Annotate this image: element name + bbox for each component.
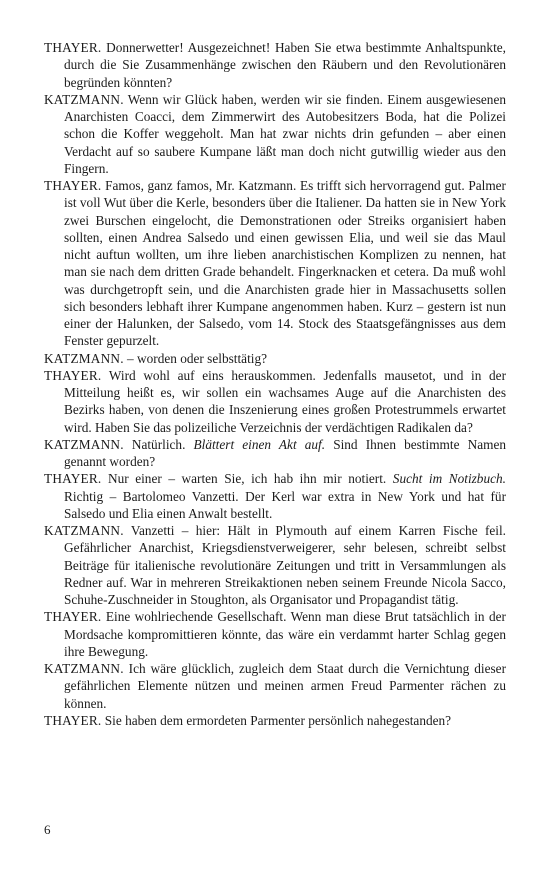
dialogue-paragraph bbox=[44, 522, 506, 608]
speech-text: Wird wohl auf eins herauskommen. Jedenfalls mausetot, und in der Mitteilung heißt es, wir sollen ein wachsames Auge auf die Anarchisten des Bezirks haben, von denen die Inszenierung eines großen Protestrummels erwartet wird. Haben Sie das polizeiliche Verzeichnis der verdächtigen Radikalen da? bbox=[64, 367, 506, 435]
stage-direction: Sucht im Notizbuch. bbox=[392, 471, 506, 487]
speaker-name: KATZMANN. bbox=[44, 523, 124, 538]
dialogue-paragraph bbox=[44, 177, 506, 350]
speech-text: Ich wäre glücklich, zugleich dem Staat durch die Vernichtung dieser gefährlichen Elemente nützen und meinen armen Freud Parmenter rächen zu können. bbox=[64, 661, 506, 711]
speech-text: Natürlich. bbox=[123, 436, 194, 452]
speaker-name: THAYER. bbox=[44, 178, 102, 193]
speech-text: Famos, ganz famos, Mr. Katzmann. Es trifft sich hervorragend gut. Palmer ist voll Wut über die Kerle, besonders über die Italiener. Da hatten sie in New York zwei Burschen eingelocht, die Demonstrationen oder Streiks organisiert haben sollten, einen Andrea Salsedo und einen gewissen Elia, und weil sie das Maul nicht auftun wollten, um ihre lieben anarchistischen Komplizen zu nennen, hat man sie nach dem dritten Grade behandelt. Fingerknacken et cetera. Da muß wohl was durchgetropft sein, und die Anarchisten grade hier in Massachusetts sollen sich besonders lebhaft ihrer Kumpane angenommen haben. Kurz – gestern ist nun einer der Halunken, der Salsedo, vom 14. Stock des Staatsgefängnisses aus dem Fenster gepurzelt. bbox=[64, 178, 506, 349]
speaker-name: THAYER. bbox=[44, 609, 102, 625]
dialogue-paragraph bbox=[44, 608, 506, 660]
speaker-name: KATZMANN. bbox=[44, 661, 124, 676]
dialogue-paragraph bbox=[44, 367, 506, 436]
speech-text: Wenn wir Glück haben, werden wir sie finden. Einem ausgewiesenen Anarchisten Coacci, dem Zimmerwirt des Autobesitzers Boda, hat die Polizei schon die Koffer weggeholt. Man hat zwar nichts drin gefunden – aber einen Verdacht auf so saubere Kumpane läßt man doch nicht gutwillig wieder aus den Fingern. bbox=[64, 91, 506, 176]
speech-text: Richtig – Bartolomeo Vanzetti. Der Kerl war extra in New York und hat für Salsedo und Elia einen Anwalt bestellt. bbox=[64, 488, 506, 521]
speech-text: Vanzetti – hier: Hält in Plymouth auf einem Karren Fische feil. Gefährlicher Anarchist, Kriegsdienstverweigerer, sehr belesen, schreibt selbst Beiträge für italienische revolutionäre Zeitungen und tritt in Versammlungen als Redner auf. War in mehreren Streikaktionen neben seinem Freunde Nicola Sacco, Schuhe-Zuschneider in Stoughton, als Organisator und Propagandist tätig. bbox=[64, 523, 506, 607]
speaker-name: THAYER. bbox=[44, 40, 102, 55]
speaker-name: KATZMANN. bbox=[44, 436, 124, 452]
text-body bbox=[44, 39, 506, 729]
dialogue-paragraph bbox=[44, 436, 506, 471]
speech-text: Eine wohlriechende Gesellschaft. Wenn man diese Brut tatsächlich in der Mordsache kompromittieren könnte, das wäre ein verdammt harter Schlag gegen ihre Bewegung. bbox=[64, 609, 506, 659]
dialogue-paragraph bbox=[44, 660, 506, 712]
dialogue-paragraph bbox=[44, 470, 506, 522]
dialogue-paragraph bbox=[44, 350, 506, 367]
stage-direction: Blättert einen Akt auf. bbox=[193, 436, 326, 452]
speech-text: Sind Ihnen bestimmte Namen genannt worden? bbox=[64, 436, 506, 469]
speaker-name: THAYER. bbox=[44, 712, 102, 728]
speaker-name: KATZMANN. bbox=[44, 350, 124, 366]
speech-text: – worden oder selbsttätig? bbox=[123, 350, 268, 366]
speech-text: Sie haben dem ermordeten Parmenter persönlich nahegestanden? bbox=[101, 712, 452, 728]
speaker-name: THAYER. bbox=[44, 367, 102, 383]
dialogue-paragraph bbox=[44, 39, 506, 91]
speaker-name: KATZMANN. bbox=[44, 91, 124, 107]
page-number: 6 bbox=[44, 822, 51, 837]
dialogue-paragraph bbox=[44, 712, 506, 729]
dialogue-paragraph bbox=[44, 91, 506, 177]
speaker-name: THAYER. bbox=[44, 471, 102, 487]
speech-text: Donnerwetter! Ausgezeichnet! Haben Sie etwa bestimmte Anhaltspunkte, durch die Sie Zusammenhänge zwischen den Räubern und den Revolutionären begründen könnten? bbox=[64, 40, 506, 90]
speech-text: Nur einer – warten Sie, ich hab ihn mir notiert. bbox=[101, 471, 393, 487]
